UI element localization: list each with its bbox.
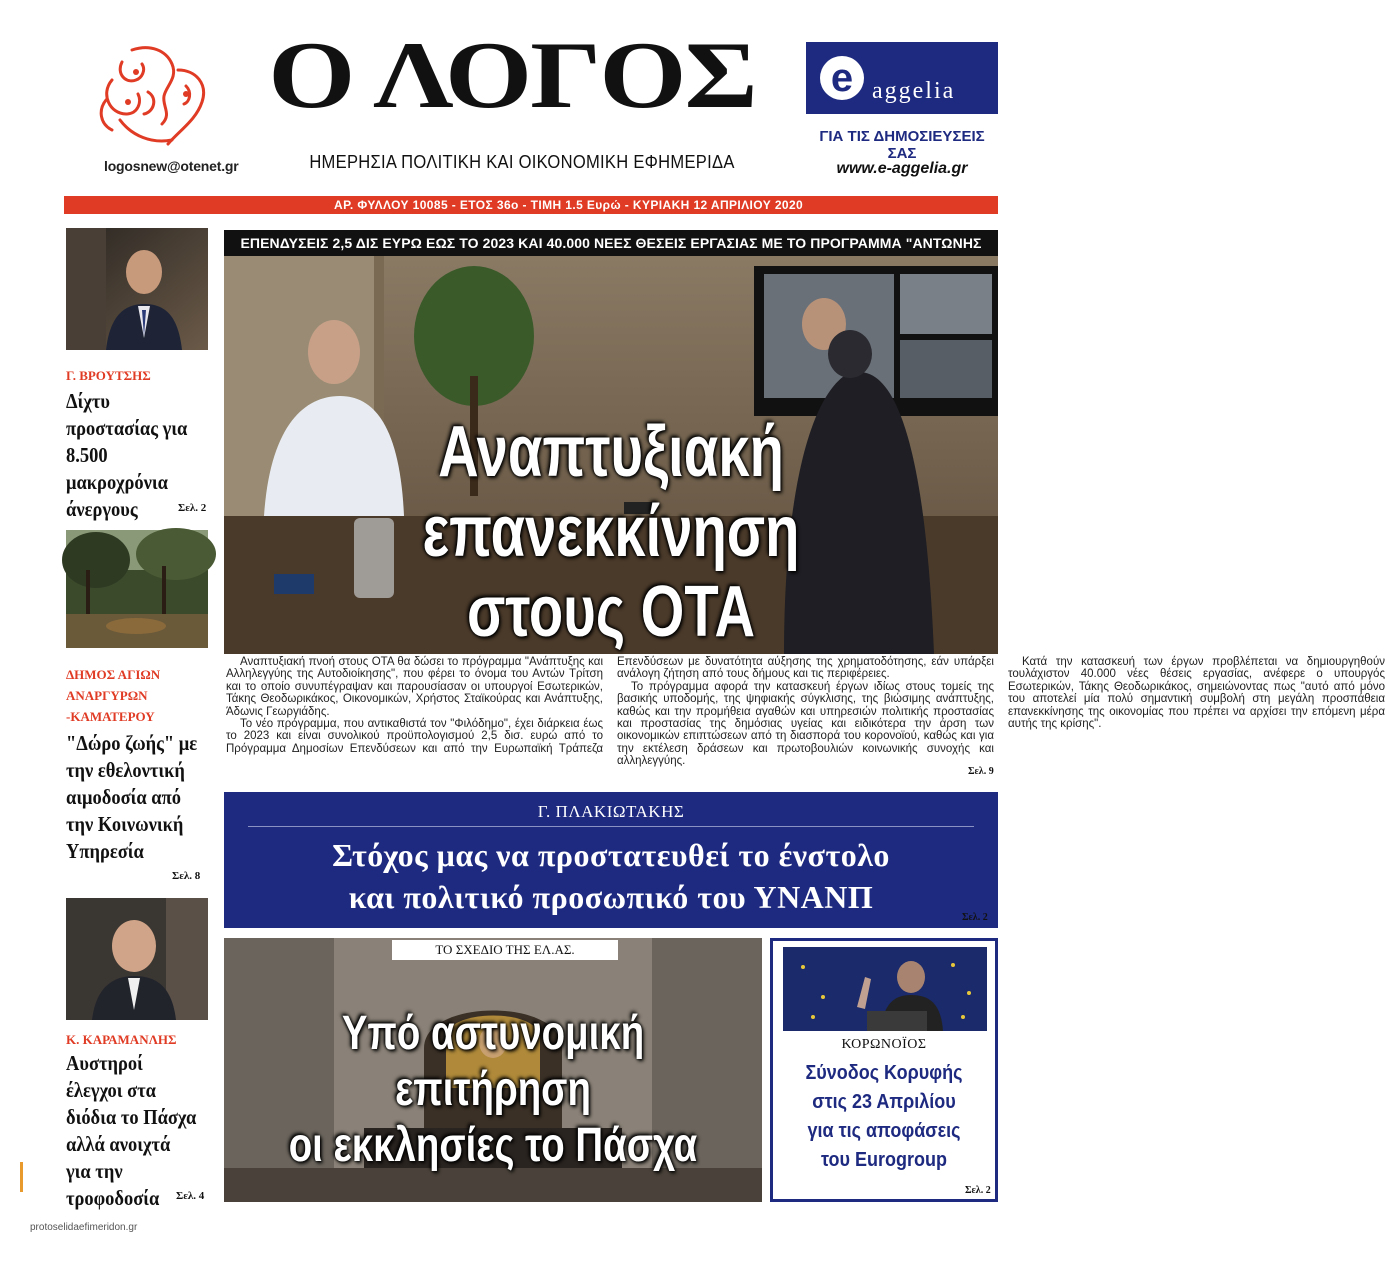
source-footer[interactable]: protoselidaefimeridon.gr xyxy=(30,1222,138,1233)
coronavirus-headline-line: για τις αποφάσεις xyxy=(807,1120,961,1142)
coronavirus-story[interactable] xyxy=(770,938,998,1202)
women-profiles-logo-icon xyxy=(92,40,220,152)
coronavirus-headline-line: Σύνοδος Κορυφής xyxy=(805,1062,963,1084)
left-story-2-kicker: ΔΗΜΟΣ ΑΓΙΩΝ ΑΝΑΡΓΥΡΩΝ -ΚΑΜΑΤΕΡΟΥ xyxy=(66,667,161,724)
plakiotakis-page: Σελ. 2 xyxy=(962,912,988,923)
plakiotakis-divider xyxy=(248,826,974,827)
karamanlis-photo xyxy=(66,898,208,1020)
plakiotakis-headline-line-1: Στόχος μας να προστατευθεί το ένστολο xyxy=(332,837,890,873)
left-story-1-headline[interactable]: Δίχτυ προστασίας για 8.500 μακροχρόνια άνεργους xyxy=(66,389,188,521)
left-story-1-page: Σελ. 2 xyxy=(178,502,207,514)
coronavirus-headline-line: του Eurogroup xyxy=(821,1149,947,1171)
main-headline-line-2: στους ΟΤΑ xyxy=(466,572,756,652)
coronavirus-headline-line: στις 23 Απριλίου xyxy=(812,1091,956,1113)
police-story-tag: ΤΟ ΣΧΕΔΙΟ ΤΗΣ ΕΛ.ΑΣ. xyxy=(392,940,618,960)
left-story-3-headline[interactable]: Αυστηροί έλεγχοι στα διόδια το Πάσχα αλλά ανοιχτά για την τροφοδοσία xyxy=(66,1051,197,1210)
newspaper-subtitle: ΗΜΕΡΗΣΙΑ ΠΟΛΙΤΙΚΗ ΚΑΙ ΟΙΚΟΝΟΜΙΚΗ ΕΦΗΜΕΡΙΔΑ xyxy=(309,152,735,172)
coronavirus-kicker: ΚΟΡΩΝΟΪΟΣ xyxy=(841,1037,927,1052)
plakiotakis-kicker: Γ. ΠΛΑΚΙΩΤΑΚΗΣ xyxy=(537,802,685,821)
left-story-1-kicker: Γ. ΒΡΟΥΤΣΗΣ xyxy=(66,368,151,383)
main-story-page: Σελ. 9 xyxy=(968,766,994,777)
main-body-paragraph: Το πρόγραμμα αφορά την κατασκευή έργων ιδίως στους τομείς της βασικής υποδομής, της ψηφιακής σύγκλισης, της βιώσιμης ανάπτυξης, καθώς και την προμήθεια αγαθών και υπηρεσιών πολιτικής προστασίας και προστασίας της δημόσιας υγείας και ειδικότερα την άρση των οικονομικών επιπτώσεων από τη διασπορά του κορονοϊού, καθώς και για την εκτέλεση δράσεων και πρωτοβουλιών κοινωνικής συνοχής και αλληλεγγύης. xyxy=(617,680,994,768)
park-photo xyxy=(66,530,208,648)
main-body-paragraph: Κατά την κατασκευή των έργων προβλέπεται να δημιουργηθούν τουλάχιστον 40.000 νέες θέσεις εργασίας, ανέφερε ο υπουργός Εσωτερικών, Τάκης Θεοδωρικάκος, σημειώνοντας πως "αυτό από μόνο του αποτελεί μία πολύ σημαντική συμβολή στη μεγάλη προσπάθεια επανεκκίνησης της οικονομίας που πρέπει να αρχίσει την επόμενη μέρα αυτής της κρίσης". xyxy=(1008,656,1385,731)
coronavirus-page: Σελ. 2 xyxy=(965,1185,991,1196)
coronavirus-headline xyxy=(784,1059,984,1175)
plakiotakis-story[interactable] xyxy=(224,792,998,928)
eaggelia-ad[interactable] xyxy=(806,42,998,114)
eaggelia-url[interactable]: www.e-aggelia.gr xyxy=(836,160,968,177)
newspaper-title: Ο ΛΟΓΟΣ xyxy=(268,22,756,129)
vroutsis-photo xyxy=(66,228,208,350)
plakiotakis-headline xyxy=(224,834,998,918)
main-story-banner: ΕΠΕΝΔΥΣΕΙΣ 2,5 ΔΙΣ ΕΥΡΩ ΕΩΣ ΤΟ 2023 ΚΑΙ 40.000 ΝΕΕΣ ΘΕΣΕΙΣ ΕΡΓΑΣΙΑΣ ΜΕ ΤΟ ΠΡΟΓΡΑΜΜΑ "ΑΝΤΩΝΗΣ xyxy=(224,230,998,256)
issue-bar xyxy=(64,196,998,214)
left-story-2-page: Σελ. 8 xyxy=(172,870,201,882)
left-story-3-kicker: Κ. ΚΑΡΑΜΑΝΛΗΣ xyxy=(66,1032,177,1047)
eaggelia-e-icon: e xyxy=(820,56,864,100)
main-story-headline[interactable] xyxy=(309,412,913,652)
left-story-2-headline[interactable]: "Δώρο ζωής" με την εθελοντική αιμοδοσία από την Κοινωνική Υπηρεσία xyxy=(66,731,198,863)
main-body-paragraph: Αναπτυξιακή πνοή στους ΟΤΑ θα δώσει το πρόγραμμα "Ανάπτυξης και Αλληλεγγύης της Αυτοδιοίκησης", που φέρει το όνομα του Αντών Τρίτση και το οποίο συνυπέγραψαν και παρουσίασαν οι υπουργοί Εσωτερικών, Τάκης Θεοδωρικάκος, Οικονομικών, Χρήστος Σταϊκούρας και Ανάπτυξης, Άδωνις Γεωργιάδης. xyxy=(226,656,603,718)
police-headline-line-2: οι εκκλησίες το Πάσχα xyxy=(288,1119,698,1172)
police-story-headline[interactable] xyxy=(278,1006,708,1174)
main-body-paragraph: Το νέο πρόγραμμα, που αντικαθιστά τον "Φιλόδημο", έχει διάρκεια έως το 2023 και είναι συνολικού προϋπολογισμού 2,5 δισ. ευρώ από το Πρόγραμμα Δημοσίων Επενδύσεων και από την Ευρωπαϊκή Τράπεζα Επενδύσεων με δυνατότητα αύξησης της χρηματοδότησης, εάν υπάρξει ανάλογη ζήτηση από τους δήμους και τις περιφέρειες. xyxy=(226,656,994,755)
main-headline-line-1: Αναπτυξιακή επανεκκίνηση xyxy=(422,412,800,572)
eaggelia-tagline: ΓΙΑ ΤΙΣ ΔΗΜΟΣΙΕΥΣΕΙΣ ΣΑΣ xyxy=(819,128,985,162)
police-headline-line-1: Υπό αστυνομική επιτήρηση xyxy=(341,1007,645,1116)
eaggelia-word: aggelia xyxy=(872,78,956,104)
main-story-body xyxy=(226,656,1385,776)
plakiotakis-headline-line-2: και πολιτικό προσωπικό του ΥΝΑΝΠ xyxy=(348,879,874,915)
contact-email[interactable]: logosnew@otenet.gr xyxy=(104,158,239,174)
left-story-3-page: Σελ. 4 xyxy=(176,1190,205,1202)
margin-mark xyxy=(20,1162,23,1192)
issue-line: ΑΡ. ΦΥΛΛΟΥ 10085 - ΕΤΟΣ 36ο - ΤΙΜΗ 1.5 Ευρώ - ΚΥΡΙΑΚΗ 12 ΑΠΡΙΛΙΟΥ 2020 xyxy=(334,198,804,212)
eu-summit-photo xyxy=(783,947,987,1031)
